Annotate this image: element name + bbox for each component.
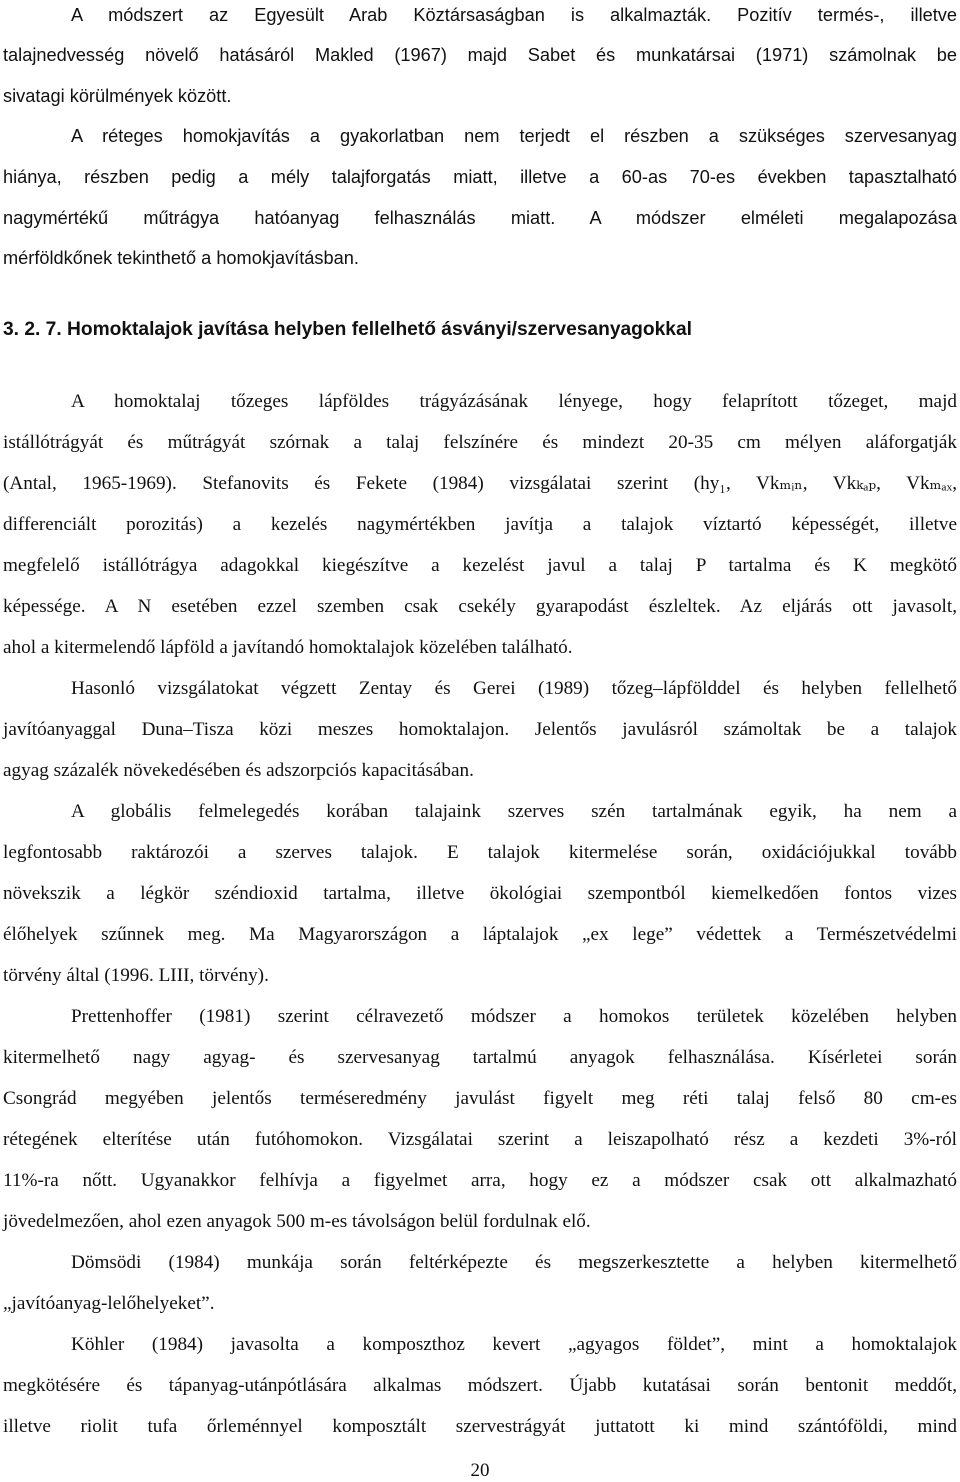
text-line: Hasonló vizsgálatokat végzett Zentay és Gerei (1989) tőzeg–lápfölddel és helyben fellelhető: [71, 678, 957, 699]
text-line: talajnedvesség növelő hatásáról Makled (1967) majd Sabet és munkatársai (1971) számolnak be: [3, 45, 957, 65]
text-line: A módszert az Egyesült Arab Köztársaságban is alkalmazták. Pozitív termés-, illetve: [71, 5, 957, 25]
text-line: képessége. A N esetében ezzel szemben csak csekély gyarapodást észleltek. Az eljárás ott javasolt,: [3, 596, 957, 617]
text-line: Köhler (1984) javasolta a komposzthoz kevert „agyagos földet”, mint a homoktalajok: [71, 1334, 957, 1355]
text-line: ahol a kitermelendő lápföld a javítandó homoktalajok közelében található.: [3, 637, 573, 658]
text-line: rétegének elterítése után futóhomokon. Vizsgálatai szerint a leiszapolható rész a kezdeti 3%-ról: [3, 1129, 957, 1150]
text-line: nagymértékű műtrágya hatóanyag felhasználás miatt. A módszer elméleti megalapozása: [3, 208, 957, 228]
text-line: Dömsödi (1984) munkája során feltérképezte és megszerkesztette a helyben kitermelhető: [71, 1252, 957, 1273]
text-line: A globális felmelegedés korában talajaink szerves szén tartalmának egyik, ha nem a: [71, 801, 957, 822]
text-line: jövedelmezően, ahol ezen anyagok 500 m-es távolságon belül fordulnak elő.: [3, 1211, 591, 1232]
text-line: törvény által (1996. LIII, törvény).: [3, 965, 269, 986]
text-line: legfontosabb raktározói a szerves talajok. E talajok kitermelése során, oxidációjukkal tovább: [3, 842, 957, 863]
text-line: mérföldkőnek tekinthető a homokjavításban.: [3, 248, 359, 268]
text-line: agyag százalék növekedésében és adszorpciós kapacitásában.: [3, 760, 474, 781]
text-line: istállótrágyát és műtrágyát szórnak a talaj felszínére és mindezt 20-35 cm mélyen aláforgatják: [3, 432, 957, 453]
text-line: „javítóanyag-lelőhelyeket”.: [3, 1293, 215, 1314]
text-line: növekszik a légkör széndioxid tartalma, illetve ökológiai szempontból kiemelkedően fontos vizes: [3, 883, 957, 904]
text-line: élőhelyek szűnnek meg. Ma Magyarországon a láptalajok „ex lege” védettek a Természetvédelmi: [3, 924, 957, 945]
text-line: kitermelhető nagy agyag- és szervesanyag tartalmú anyagok felhasználása. Kísérletei során: [3, 1047, 957, 1068]
text-line: megfelelő istállótrágya adagokkal kiegészítve a kezelést javul a talaj P tartalma és K megkötő: [3, 555, 957, 576]
text-line: A homoktalaj tőzeges lápföldes trágyázásának lényege, hogy felaprított tőzeget, majd: [71, 391, 957, 412]
text-line: sivatagi körülmények között.: [3, 86, 232, 106]
text-line: A réteges homokjavítás a gyakorlatban nem terjedt el részben a szükséges szervesanyag: [71, 126, 957, 146]
text-line: (Antal, 1965-1969). Stefanovits és Fekete (1984) vizsgálatai szerint (hy₁, Vkₘᵢₙ, Vkₖₐₚ, Vkₘₐₓ,: [3, 473, 957, 494]
text-line: 11%-ra nőtt. Ugyanakkor felhívja a figyelmet arra, hogy ez a módszer csak ott alkalmazható: [3, 1170, 957, 1191]
text-line: hiánya, részben pedig a mély talajforgatás miatt, illetve a 60-as 70-es években tapasztalható: [3, 167, 957, 187]
text-line: Prettenhoffer (1981) szerint célravezető módszer a homokos területek közelében helyben: [71, 1006, 957, 1027]
text-line: illetve riolit tufa őrleménnyel komposztált szervestrágyát juttatott ki mind szántóföldi, mind: [3, 1416, 957, 1437]
page-number: 20: [470, 1460, 490, 1481]
text-line: javítóanyaggal Duna–Tisza közi meszes homoktalajon. Jelentős javulásról számoltak be a talajok: [3, 719, 957, 740]
text-line: megkötésére és tápanyag-utánpótlására alkalmas módszert. Újabb kutatásai során bentonit meddőt,: [3, 1375, 957, 1396]
section-heading: 3. 2. 7. Homoktalajok javítása helyben fellelhető ásványi/szervesanyagokkal: [3, 319, 692, 340]
text-line: differenciált porozitás) a kezelés nagymértékben javítja a talajok víztartó képességét, illetve: [3, 514, 957, 535]
text-line: Csongrád megyében jelentős terméseredmény javulást figyelt meg réti talaj felső 80 cm-es: [3, 1088, 957, 1109]
